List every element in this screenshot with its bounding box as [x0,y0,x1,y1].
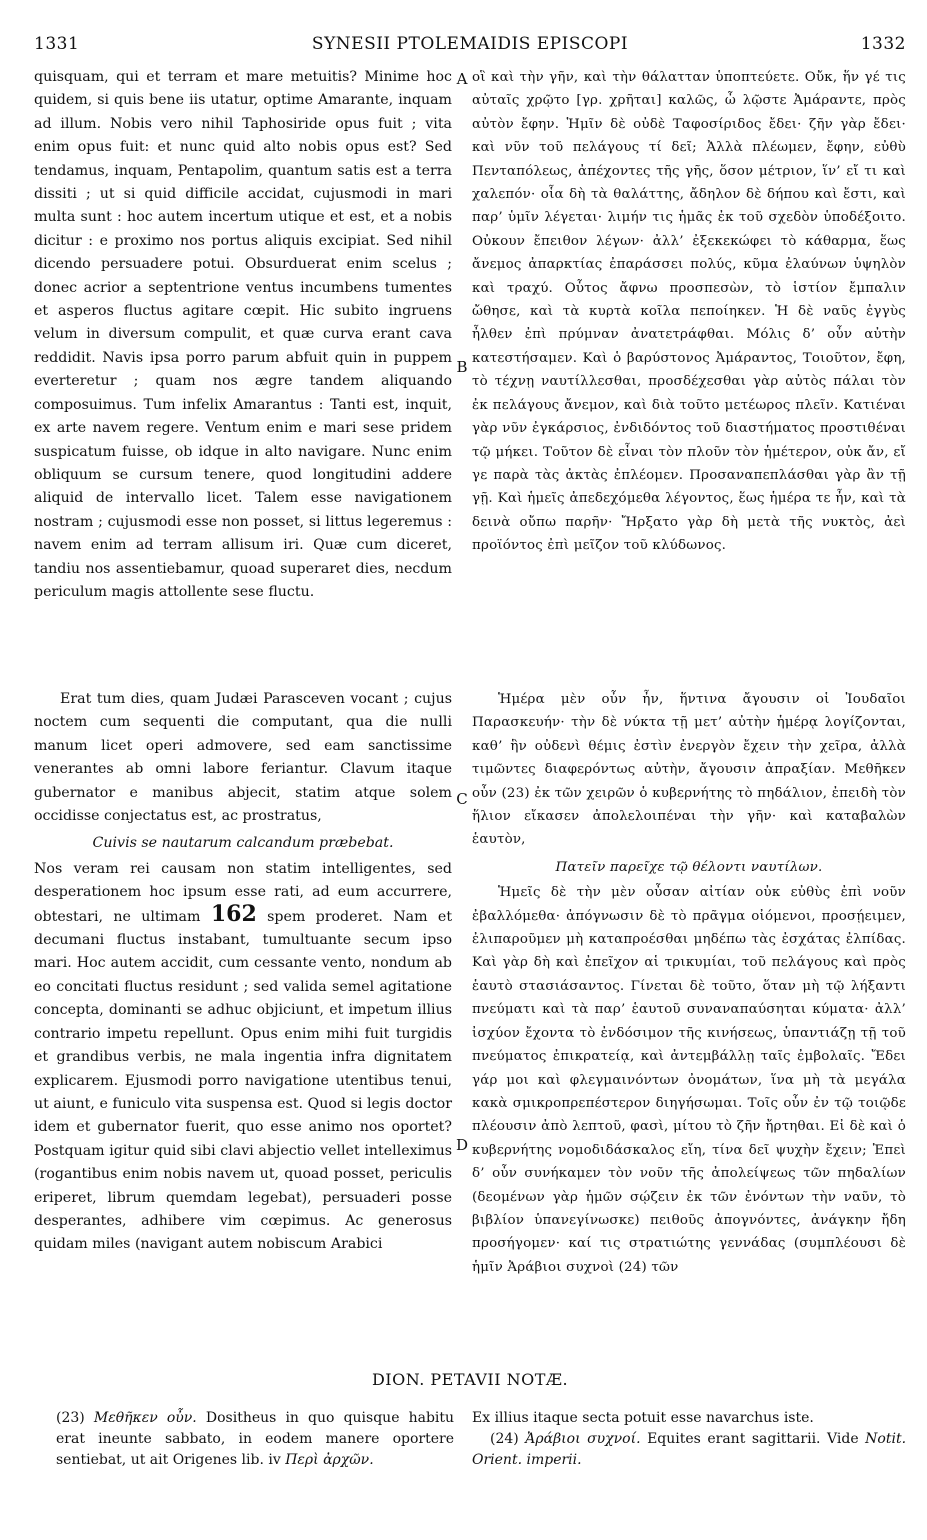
notes-title: DION. PETAVII NOTÆ. [371,1370,569,1389]
greek-paragraph-3: Ἡμεῖς δὲ τὴν μὲν οὖσαν αἰτίαν οὐκ εὐθὺς ἐπὶ νοῦν ἐβαλλόμεθα· ἀπόγνωσιν δὲ τὸ πρᾶγμα οἰόμενοι, προσῄειμεν, ἐλιπαροῦμεν μὴ καταπροέσθαι μηδέπω τὰς ἐσχάτας ἐλπίδας. Καὶ γὰρ δὴ καὶ ἐπεῖχον αἱ τρικυμίαι, τοῦ πελάγους καὶ πρὸς ἑαυτὸ στασιάσαντος. Γίνεται δὲ τοῦτο, ὅταν μὴ τῷ λήξαντι πνεύματι καὶ τὰ παρ’ ἑαυτοῦ συναναπαύσηται κύματα· ἀλλ’ ἰσχύον ἔχοντα τὸ ἐνδόσιμον τῆς κινήσεως, ὑπαντιάζῃ τῇ τοῦ πνεύματος ἐπικρατείᾳ, καὶ ἀντεμβάλλῃ ταῖς ἐμβολαῖς. Ἔδει γάρ μοι καὶ φλεγμαινόντων ὀνομάτων, ἵνα μὴ τὰ μεγάλα κακὰ σμικροπρεπέστερον διηγήσωμαι. Τοῖς οὖν ἐν τῷ τοιῷδε πλέουσιν ἀπὸ λεπτοῦ, φασὶ, μίτου τὸ ζῆν ἤρτηθαι. Εἰ δὲ καὶ ὁ κυβερνήτης νομοδιδάσκαλος εἴη, τίνα δεῖ ψυχὴν ἔχειν; Ἐπεὶ δ’ οὖν συνήκαμεν τὸν νοῦν τῆς ἀπολείψεως τῶν πηδαλίων (δεομένων γὰρ ἡμῶν σῴζειν ἐκ τῶν ἐνόντων τὴν ναῦν, τὸ βιβλίον ὑπανεγίνωσκε) πειθοῦς ἀπογνόντες, ἀνάγκην ἤδη προσήγομεν· καί τις στρατιώτης γεννάδας (συμπλέουσι δὲ ἡμῖν Ἀράβιοι συχνοὶ (24) τῶν [472,885,906,1275]
page-number-left: 1331 [34,34,80,54]
running-header [34,34,906,58]
note-23-reference: Περὶ ἀρχῶν. [285,1452,374,1468]
greek-paragraph-2: Ἡμέρα μὲν οὖν ἦν, ἥντινα ἄγουσιν οἱ Ἰουδαῖοι Παρασκευήν· τὴν δὲ νύκτα τῇ μετ’ αὐτὴν ἡμέρᾳ λογίζονται, καθ’ ἣν οὐδενὶ θέμις ἐστὶν ἐνεργὸν ἔχειν τὴν χεῖρα, ἀλλὰ τιμῶντες διαφερόντως αὐτὴν, ἄγουσιν ἀπραξίαν. Μεθῆκεν οὖν (23) ἐκ τῶν χειρῶν ὁ κυβερνήτης τὸ πηδάλιον, ἐπειδὴ τὸν ἥλιον εἴκασεν ἀπολελοιπέναι τὴν γῆν· καὶ καταβαλὼν ἑαυτὸν, [472,692,906,848]
note-23-lemma: Μεθῆκεν οὖν. [93,1410,197,1426]
latin-verse: Cuivis se nautarum calcandum præbebat. [92,835,394,852]
page-marker: 162 [210,900,257,927]
margin-letter-b: B [456,358,468,376]
note-23-number: (23) [56,1410,85,1426]
margin-letter-d: D [455,1136,469,1154]
note-24-text: Equites erant sagittarii. Vide [647,1431,859,1447]
latin-paragraph-3a: Nos veram rei causam non statim intelligentes, sed desperationem hoc ipsum esse rati, ad eum accurrere, obtestari, ne ultimam [34,860,452,925]
note-23 [56,1408,454,1471]
note-24-number: (24) [490,1431,519,1447]
latin-paragraph-2: Erat tum dies, quam Judæi Parasceven vocant ; cujus noctem cum sequenti die computant, qua die nulli manum licet operi admovere, sed eam sanctissime venerantes ab omni labore feriantur. Clavum itaque gubernator e manibus abjecit, statim atque solem occidisse conjectatus est, ac prostratus, [34,691,452,825]
note-23-continuation: Ex illius itaque secta potuit esse navarchus iste. [472,1410,814,1426]
greek-verse: Πατεῖν παρεῖχε τῷ θέλοντι ναυτίλων. [555,859,823,875]
latin-paragraph-1: quisquam, qui et terram et mare metuitis? Minime hoc quidem, si quis bene iis utatur, optime Amarante, inquam ad illum. Nobis vero nihil Taphosiride opus fuit ; vita enim opus fuit: et nunc quid alto nobis opus est? Sed tendamus, inquam, Pentapolim, quantum satis est a terra dissiti ; ut si quid difficile accidat, cujusmodi in mari multa sunt : hoc autem incertum utique et est, et a nobis dicitur : e proximo nos portus aliquis excipiat. Sed nihil dicendo persuadere potui. Obsurduerat enim scelus ; donec acrior a septentrione ventus incumbens tumentes et asperos fluctus agitare cœpit. Hic subito ingruens velum in diversum compulit, et quæ curva erant cava reddidit. Navis ipsa porro parum abfuit quin in puppem everteretur ; quam nos ægre tandem aliquando composuimus. Tum infelix Amarantus : Tanti est, inquit, ex arte navem regere. Ventum enim e mari sese pridem suspicatum fuisse, ob idque in alto navigare. Nunc enim obliquum se cursum tenere, quod longitudini addere aliquid de intervallo licet. Talem esse navigationem nostram ; cujusmodi esse non posset, si littus legeremus : navem enim ad terram allisum iri. Quæ cum diceret, tandiu nos assentiebamur, quoad superaret dies, necdum periculum magis attollente sese fluctu. [34,69,452,600]
note-24-reference: Notit. Orient. imperii. [472,1431,907,1468]
latin-paragraph-3b: spem proderet. Nam et decumani fluctus instabant, tumultuante secum ipso mari. Hoc autem accidit, cum cessante vento, nondum ab eo concitati fluctus residunt ; sed valida semel agitatione concepta, dominanti se adhuc objiciunt, et impetum illius contrario impetu repellunt. Opus enim mihi fuit turgidis et grandibus verbis, ne mala ingentia infra dignitatem explicarem. Ejusmodi porro navigatione utentibus tenui, ut aiunt, e funiculo vita suspensa est. Quod si legis doctor idem et gubernator fuerit, quo esse animo nos oportet? Postquam igitur quid sibi clavi abjectio vellet intelleximus (rogantibus enim nobis navem ut, quoad posset, periculis eriperet, librum quemdam legebat), persuaderi posse desperantes, adhibere vim cœpimus. Ac generosus quidam miles (navigant autem nobiscum Arabici [34,908,453,1253]
greek-section-2 [472,688,906,1279]
page-number-right: 1332 [860,34,906,54]
margin-letter-c: C [456,790,468,808]
latin-paragraph-3 [34,858,452,1257]
latin-section-2 [34,688,452,1257]
running-title: SYNESII PTOLEMAIDIS EPISCOPI [311,34,629,54]
latin-section-1 [34,66,452,604]
note-continuation-and-24 [472,1408,906,1471]
margin-letter-a: A [456,70,468,88]
note-24 [472,1429,906,1471]
note-23-text: Dositheus in quo quisque habitu erat ineunte sabbato, in eodem manere oportere sentiebat, ut ait Origenes lib. iv [56,1410,455,1468]
note-24-lemma: Ἀράβιοι συχνοί. [525,1431,641,1447]
greek-section-1 [472,66,906,558]
greek-paragraph-1: οἳ καὶ τὴν γῆν, καὶ τὴν θάλατταν ὑποπτεύετε. Οὔκ, ἥν γέ τις αὐταῖς χρῷτο [γρ. χρῆται] καλῶς, ὦ λῷστε Ἀμάραντε, πρὸς αὐτὸν ἔφην. Ἡμῖν δὲ οὐδὲ Ταφοσίριδος ἔδει· ζῆν γὰρ ἔδει· καὶ νῦν τοῦ πελάγους τί δεῖ; Ἀλλὰ πλέωμεν, ἔφην, εὐθὺ Πενταπόλεως, ἀπέχοντες τῆς γῆς, ὅσον μέτριον, ἵν’ εἴ τι καὶ χαλεπόν· οἷα δὴ τὰ θαλάττης, ἄδηλον δὲ δήπου καὶ ἔστι, καὶ παρ’ ὑμῖν λέγεται· λιμήν τις ἡμᾶς ἐκ τοῦ σχεδὸν ὑποδέξοιτο. Οὐκουν ἔπειθον λέγων· ἀλλ’ ἐξεκεκώφει τὸ κάθαρμα, ἕως ἄνεμος ἀπαρκτίας ἐπαράσσει πολύς, κῦμα ἐλαύνων ὑψηλὸν καὶ τραχύ. Οὗτος ἄφνω προσπεσὼν, τὸ ἱστίον ἔμπαλιν ὤθησε, καὶ τὰ κυρτὰ κοῖλα πεποίηκεν. Ἡ δὲ ναῦς ἐγγὺς ἦλθεν ἐπὶ πρύμναν ἀνατετράφθαι. Μόλις δ’ οὖν αὐτὴν κατεστήσαμεν. Καὶ ὁ βαρύστονος Ἀμάραντος, Τοιοῦτον, ἔφη, τὸ τέχνῃ ναυτίλλεσθαι, προσδέχεσθαι γὰρ αὐτὸς πάλαι τὸν ἐκ πελάγους ἄνεμον, καὶ διὰ τοῦτο μετέωρος πλεῖν. Κατιέναι γὰρ νῦν ἐγκάρσιος, ἐνδιδόντος τοῦ διαστήματος προστιθέναι τῷ μήκει. Τοῦτον δὲ εἶναι τὸν πλοῦν τὸν ἡμέτερον, οὐκ ἄν, εἴ γε παρὰ τὰς ἀκτὰς ἐπλέομεν. Προσαναπεπλάσθαι γὰρ ἂν τῇ γῇ. Καὶ ἡμεῖς ἀπεδεχόμεθα λέγοντος, ἕως ἡμέρα τε ἦν, καὶ τὰ δεινὰ οὔπω παρῆν· Ἤρξατο γὰρ δὴ μετὰ τῆς νυκτὸς, ἀεὶ προϊόντος ἐπὶ μεῖζον τοῦ κλύδωνος. [472,70,906,554]
